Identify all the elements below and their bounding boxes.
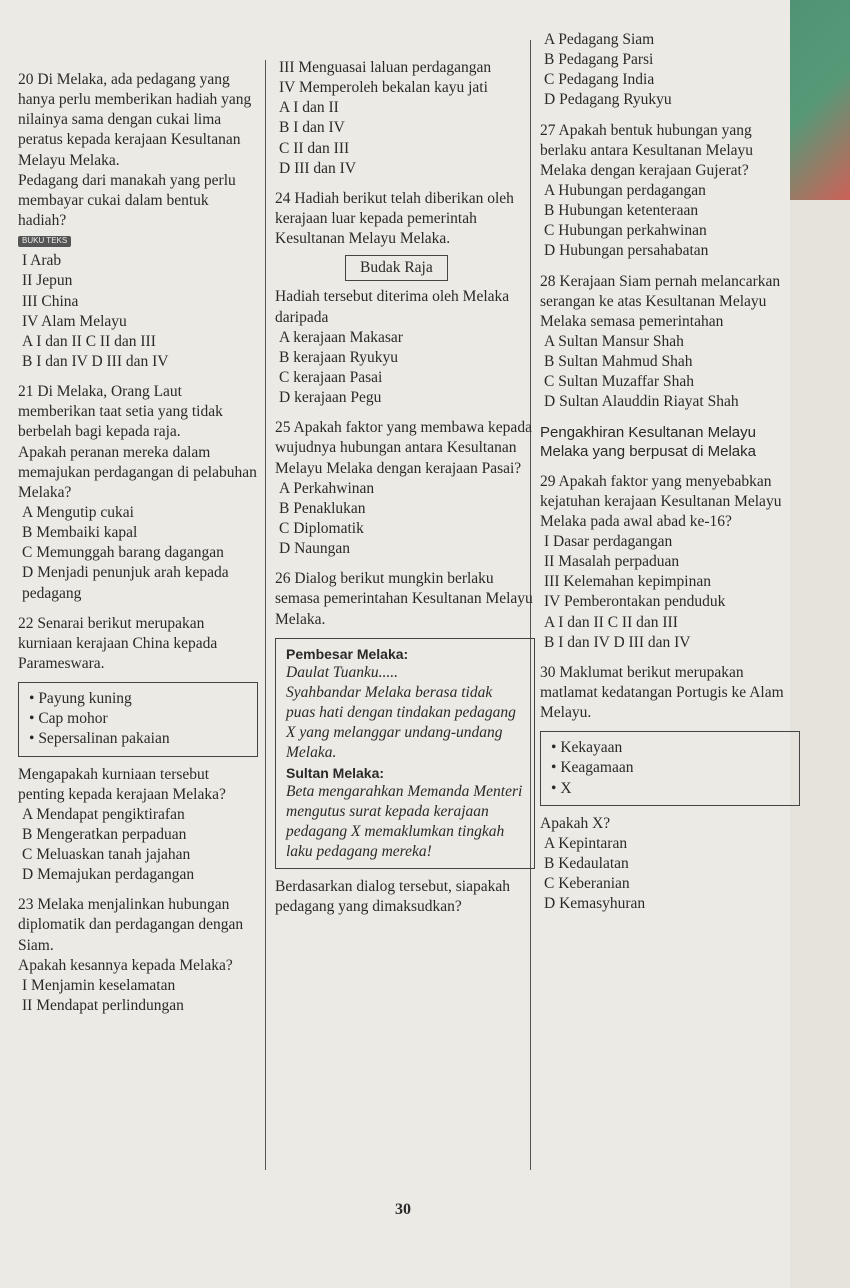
option[interactable]: I Menjamin keselamatan — [22, 976, 176, 994]
option[interactable]: A Perkahwinan — [279, 479, 375, 497]
option[interactable]: B Pedagang Parsi — [544, 51, 654, 69]
tag-badge: BUKU TEKS — [18, 236, 71, 246]
option[interactable]: B Hubungan ketenteraan — [544, 202, 699, 220]
list-item: • Cap mohor — [29, 709, 247, 729]
dialog-box — [275, 638, 535, 870]
option[interactable]: B I dan IV D III dan IV — [544, 633, 691, 651]
question-prompt: Apakah kesannya kepada Melaka? — [18, 956, 233, 974]
option[interactable]: A Kepintaran — [544, 834, 628, 852]
question-prompt: Apakah X? — [540, 814, 611, 832]
gift-box: Budak Raja — [345, 255, 448, 281]
question-30: 30 Maklumat berikut merupakan matlamat kedatangan Portugis ke Alam Melayu. — [540, 663, 784, 722]
option[interactable]: C Diplomatik — [279, 519, 364, 537]
option[interactable]: D Kemasyhuran — [544, 895, 646, 913]
option[interactable]: B I dan IV D III dan IV — [22, 352, 169, 370]
option[interactable]: D III dan IV — [279, 159, 357, 177]
option[interactable]: A Mengutip cukai — [22, 503, 134, 521]
option[interactable]: III China — [22, 292, 79, 310]
option[interactable]: A I dan II — [279, 99, 339, 117]
question-29: 29 Apakah faktor yang menyebabkan kejatuhan kerajaan Kesultanan Melayu Melaka pada awal abad ke-16? — [540, 472, 782, 530]
question-prompt: Apakah peranan mereka dalam memajukan perdagangan di pelabuhan Melaka? — [18, 443, 257, 501]
option[interactable]: B Kedaulatan — [544, 854, 629, 872]
speaker-label: Pembesar Melaka: — [286, 645, 409, 662]
option[interactable]: B I dan IV — [279, 119, 345, 137]
option[interactable]: IV Pemberontakan penduduk — [544, 593, 726, 611]
option[interactable]: B Sultan Mahmud Shah — [544, 353, 693, 371]
option[interactable]: A Sultan Mansur Shah — [544, 332, 684, 350]
option[interactable]: II Jepun — [22, 272, 73, 290]
option[interactable]: D Sultan Alauddin Riayat Shah — [544, 393, 739, 411]
column-divider — [265, 60, 266, 1170]
list-item: • Kekayaan — [551, 738, 789, 758]
option[interactable]: C kerajaan Pasai — [279, 368, 383, 386]
question-23: 23 Melaka menjalinkan hubungan diplomatik dan perdagangan dengan Siam. — [18, 896, 244, 954]
option[interactable]: IV Alam Melayu — [22, 312, 127, 330]
option[interactable]: A I dan II C II dan III — [22, 332, 156, 350]
option[interactable]: I Dasar perdagangan — [544, 532, 673, 550]
column-3 — [540, 30, 800, 914]
option[interactable]: D Memajukan perdagangan — [22, 866, 195, 884]
option[interactable]: II Masalah perpaduan — [544, 553, 680, 571]
page-number: 30 — [395, 1201, 411, 1218]
option[interactable]: D Pedagang Ryukyu — [544, 91, 672, 109]
option[interactable]: D Naungan — [279, 540, 351, 558]
option[interactable]: A Mendapat pengiktirafan — [22, 805, 185, 823]
column-1 — [18, 70, 258, 1016]
dialog-line: Syahbandar Melaka berasa tidak puas hati dengan tindakan pedagang X yang melanggar undang-undang Melaka. — [286, 683, 516, 762]
option[interactable]: I Arab — [22, 252, 62, 270]
question-25: 25 Apakah faktor yang membawa kepada wujudnya hubungan antara Kesultanan Melayu Melaka dengan kerajaan Pasai? — [275, 419, 532, 477]
option[interactable]: C Keberanian — [544, 875, 630, 893]
option[interactable]: A kerajaan Makasar — [279, 328, 403, 346]
list-item: • Sepersalinan pakaian — [29, 729, 247, 749]
question-20: 20 Di Melaka, ada pedagang yang hanya perlu memberikan hadiah yang nilainya sama dengan cukai lima peratus kepada kerajaan Kesultanan Melayu Melaka. — [18, 71, 252, 169]
column-2 — [275, 58, 535, 918]
section-heading: Pengakhiran Kesultanan Melayu Melaka yang berpusat di Melaka — [540, 423, 756, 461]
option[interactable]: B Mengeratkan perpaduan — [22, 825, 187, 843]
question-prompt: Berdasarkan dialog tersebut, siapakah pedagang yang dimaksudkan? — [275, 878, 510, 916]
option[interactable]: III Kelemahan kepimpinan — [544, 573, 711, 591]
dialog-line: Beta mengarahkan Memanda Menteri mengutus surat kepada kerajaan pedagang X memaklumkan tingkah laku pedagang mereka! — [286, 782, 523, 861]
question-prompt: Mengapakah kurniaan tersebut penting kepada kerajaan Melaka? — [18, 765, 226, 803]
question-27: 27 Apakah bentuk hubungan yang berlaku antara Kesultanan Melayu Melaka dengan kerajaan Gujerat? — [540, 121, 754, 179]
question-22: 22 Senarai berikut merupakan kurniaan kerajaan China kepada Parameswara. — [18, 614, 218, 672]
speaker-label: Sultan Melaka: — [286, 764, 385, 781]
list-box — [18, 682, 258, 756]
option[interactable]: D Menjadi penunjuk arah kepada pedagang — [22, 564, 229, 602]
dialog-line: Daulat Tuanku..... — [286, 663, 398, 681]
option[interactable]: IV Memperoleh bekalan kayu jati — [279, 79, 488, 97]
list-item: • X — [551, 779, 789, 799]
list-item: • Payung kuning — [29, 689, 247, 709]
option[interactable]: C Meluaskan tanah jajahan — [22, 846, 191, 864]
option[interactable]: D Hubungan persahabatan — [544, 242, 709, 260]
option[interactable]: III Menguasai laluan perdagangan — [279, 59, 492, 76]
option[interactable]: B kerajaan Ryukyu — [279, 348, 399, 366]
option[interactable]: B Penaklukan — [279, 499, 366, 517]
question-prompt: Pedagang dari manakah yang perlu membayar cukai dalam bentuk hadiah? — [18, 171, 236, 229]
option[interactable]: C Sultan Muzaffar Shah — [544, 373, 694, 391]
option[interactable]: II Mendapat perlindungan — [22, 997, 184, 1015]
option[interactable]: A Pedagang Siam — [544, 31, 655, 48]
option[interactable]: B Membaiki kapal — [22, 524, 138, 542]
list-box — [540, 731, 800, 805]
list-item: • Keagamaan — [551, 758, 789, 778]
question-prompt: Hadiah tersebut diterima oleh Melaka daripada — [275, 288, 510, 326]
option[interactable]: A I dan II C II dan III — [544, 613, 678, 631]
option[interactable]: C Pedagang India — [544, 71, 655, 89]
question-28: 28 Kerajaan Siam pernah melancarkan serangan ke atas Kesultanan Melayu Melaka semasa pemerintahan — [540, 272, 781, 330]
option[interactable]: A Hubungan perdagangan — [544, 181, 706, 199]
option[interactable]: C Memunggah barang dagangan — [22, 544, 224, 562]
option[interactable]: D kerajaan Pegu — [279, 389, 382, 407]
option[interactable]: C Hubungan perkahwinan — [544, 222, 707, 240]
option[interactable]: C II dan III — [279, 139, 350, 157]
question-24: 24 Hadiah berikut telah diberikan oleh kerajaan luar kepada pemerintah Kesultanan Melayu Melaka. — [275, 189, 514, 248]
question-26: 26 Dialog berikut mungkin berlaku semasa pemerintahan Kesultanan Melayu Melaka. — [275, 570, 533, 628]
question-21: 21 Di Melaka, Orang Laut memberikan taat setia yang tidak berbelah bagi kepada raja. — [18, 383, 223, 441]
